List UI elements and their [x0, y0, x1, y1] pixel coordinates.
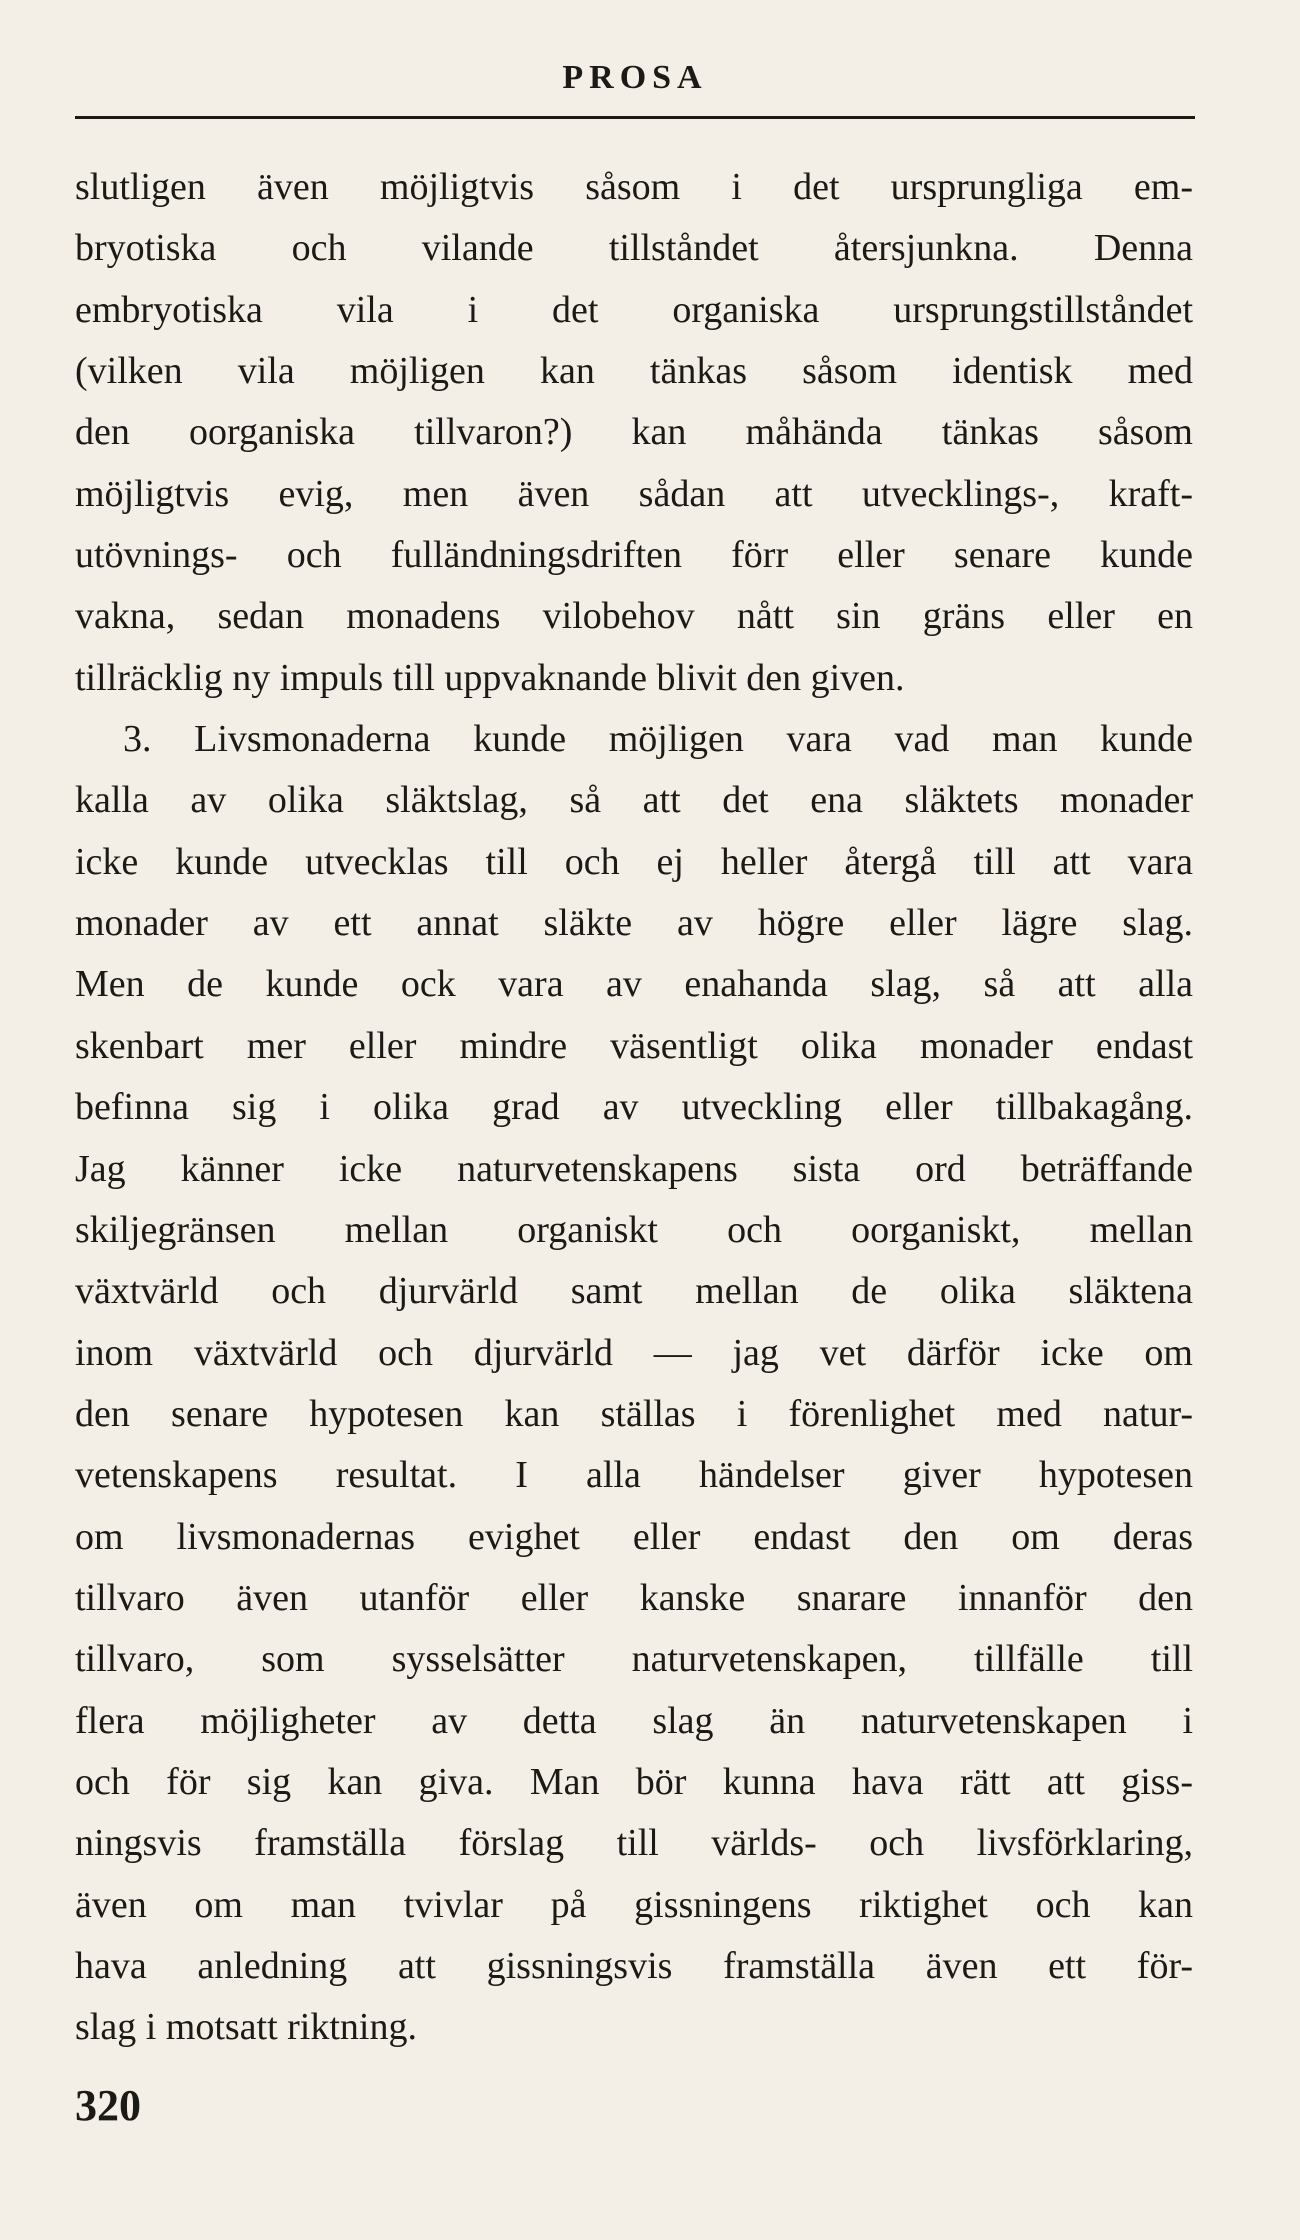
text-line: monader av ett annat släkte av högre eller lägre slag. — [75, 902, 1193, 945]
text-line: vakna, sedan monadens vilobehov nått sin gräns eller en — [75, 595, 1193, 638]
text-line: embryotiska vila i det organiska ursprungstillståndet — [75, 288, 1193, 331]
text-line: tillvaro även utanför eller kanske snarare innanför den — [75, 1576, 1193, 1619]
text-line: (vilken vila möjligen kan tänkas såsom identisk med — [75, 350, 1193, 393]
text-line: utövnings- och fulländningsdriften förr eller senare kunde — [75, 534, 1193, 577]
text-line: skiljegränsen mellan organiskt och oorganiskt, mellan — [75, 1208, 1193, 1251]
text-line: kalla av olika släktslag, så att det ena släktets monader — [75, 779, 1193, 822]
text-line: den oorganiska tillvaron?) kan måhända tänkas såsom — [75, 411, 1193, 454]
text-line: hava anledning att gissningsvis framställa även ett för- — [75, 1944, 1193, 1987]
text-line: skenbart mer eller mindre väsentligt olika monader endast — [75, 1024, 1193, 1067]
text-line: icke kunde utvecklas till och ej heller återgå till att vara — [75, 840, 1193, 883]
text-line: inom växtvärld och djurvärld — jag vet därför icke om — [75, 1331, 1193, 1374]
text-line: slag i motsatt riktning. — [75, 2006, 417, 2049]
text-line: möjligtvis evig, men även sådan att utvecklings-, kraft- — [75, 472, 1193, 515]
text-line: flera möjligheter av detta slag än naturvetenskapen i — [75, 1699, 1193, 1742]
text-line: växtvärld och djurvärld samt mellan de olika släktena — [75, 1270, 1193, 1313]
text-line: om livsmonadernas evighet eller endast den om deras — [75, 1515, 1193, 1558]
text-line: den senare hypotesen kan ställas i förenlighet med natur- — [75, 1392, 1193, 1435]
text-line: tillräcklig ny impuls till uppvaknande blivit den given. — [75, 656, 905, 699]
text-line: vetenskapens resultat. I alla händelser giver hypotesen — [75, 1454, 1193, 1497]
text-line: befinna sig i olika grad av utveckling eller tillbakagång. — [75, 1086, 1193, 1129]
header-rule — [75, 116, 1195, 119]
body-text — [75, 157, 1193, 2059]
running-head: PROSA — [562, 59, 708, 96]
text-line: bryotiska och vilande tillståndet återsjunkna. Denna — [75, 227, 1193, 270]
text-line: Men de kunde ock vara av enahanda slag, så att alla — [75, 963, 1193, 1006]
text-line: tillvaro, som sysselsätter naturvetenskapen, tillfälle till — [75, 1638, 1193, 1681]
text-line: slutligen även möjligtvis såsom i det ursprungliga em- — [75, 166, 1193, 208]
text-line: även om man tvivlar på gissningens riktighet och kan — [75, 1883, 1193, 1926]
text-line: ningsvis framställa förslag till världs- och livsförklaring, — [75, 1822, 1193, 1865]
text-line: Jag känner icke naturvetenskapens sista ord beträffande — [75, 1147, 1193, 1190]
page-number: 320 — [75, 2081, 141, 2130]
text-line: 3. Livsmonaderna kunde möjligen vara vad man kunde — [123, 718, 1193, 761]
text-line: och för sig kan giva. Man bör kunna hava rätt att giss- — [75, 1760, 1193, 1803]
